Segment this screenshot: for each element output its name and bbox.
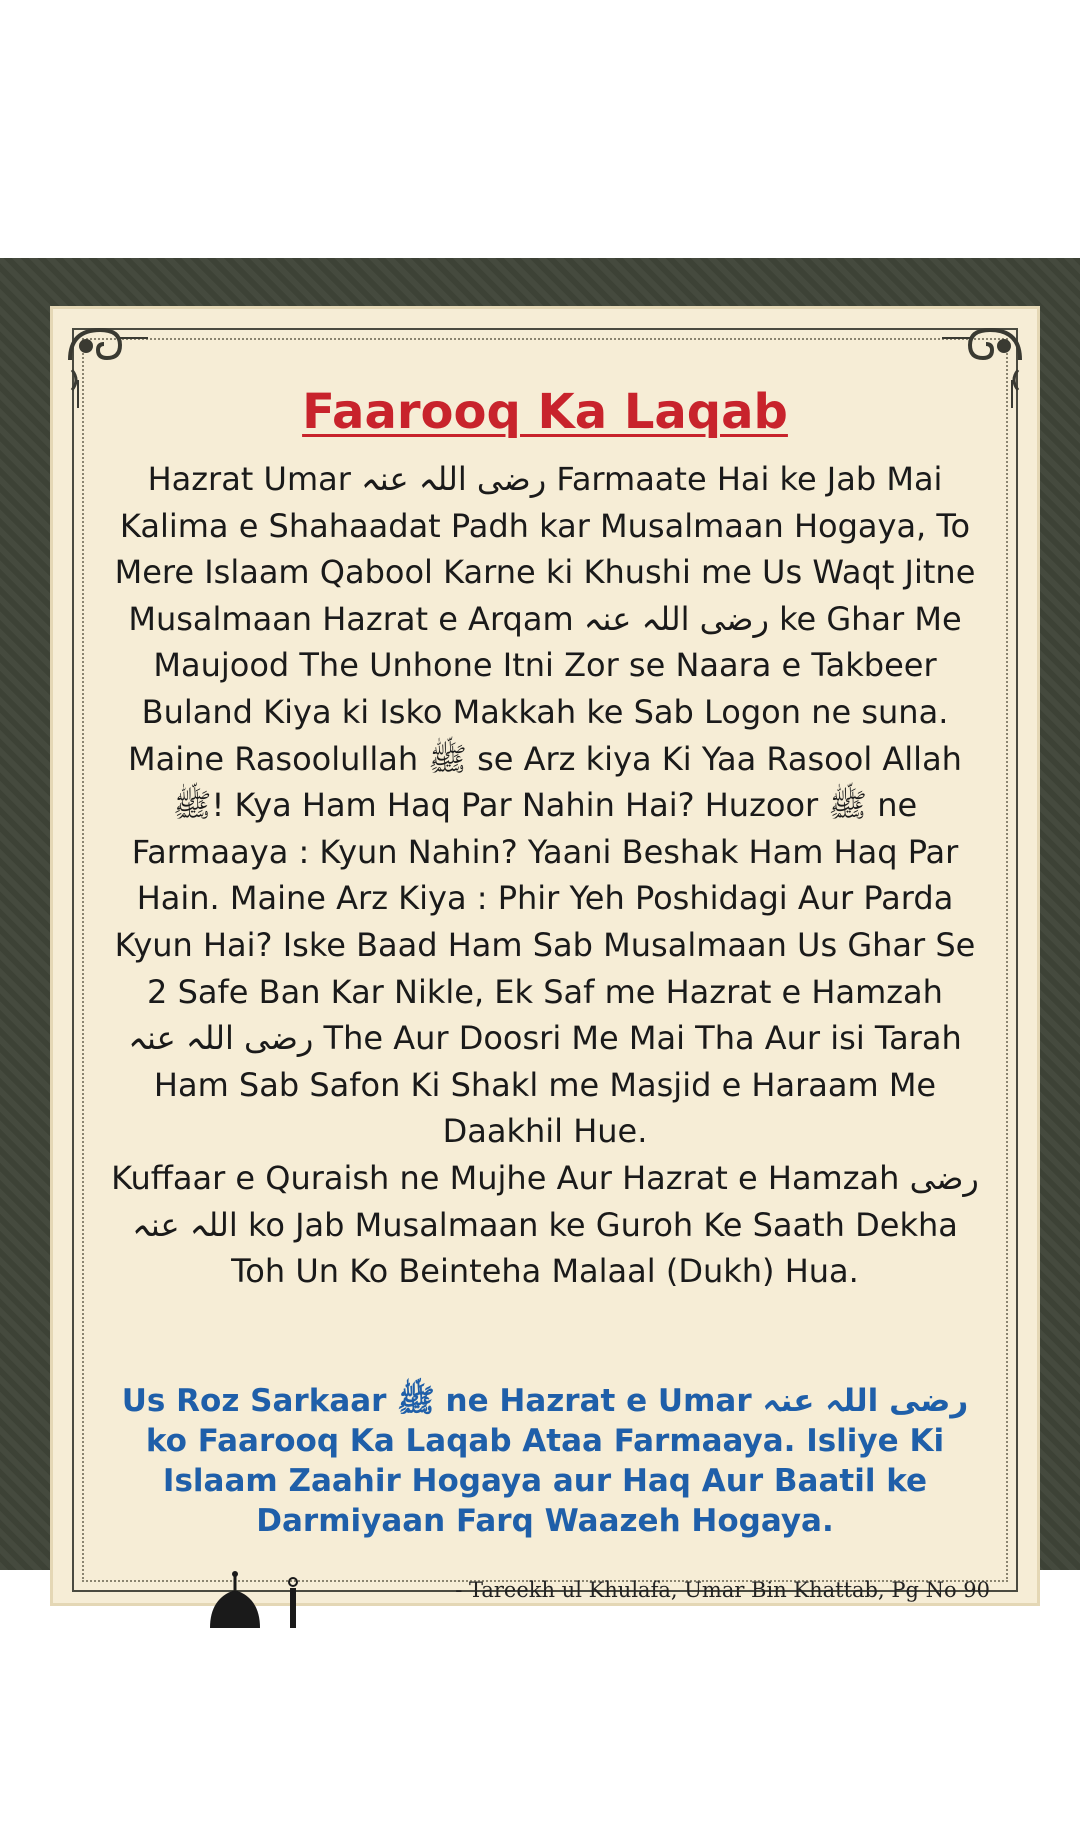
page-title: Faarooq Ka Laqab <box>302 384 788 440</box>
paragraph-2: Maine Rasoolullah ﷺ se Arz kiya Ki Yaa Rasool Allah ﷺ! Kya Ham Haq Par Nahin Hai? Huzoor ﷺ ne Farmaaya : Kyun Nahin? Yaani Beshak Ham Haq Par Hain. Maine Arz Kiya : Phir Yeh Poshidagi Aur Parda Kyun Hai? Iske Baad Ham Sab Musalmaan Us Ghar Se 2 Safe Ban Kar Nikle, Ek Saf me Hazrat e Hamzah رضی اللہ عنہ The Aur Doosri Me Mai Tha Aur isi Tarah Ham Sab Safon Ki Shakl me Masjid e Haraam Me Daakhil Hue. <box>114 739 976 1151</box>
paragraph-1: Hazrat Umar رضی اللہ عنہ Farmaate Hai ke Jab Mai Kalima e Shahaadat Padh kar Musalmaan Hogaya, To Mere Islaam Qabool Karne ki Khushi me Us Waqt Jitne Musalmaan Hazrat e Arqam رضی اللہ عنہ ke Ghar Me Maujood The Unhone Itni Zor se Naara e Takbeer Buland Kiya ki Isko Makkah ke Sab Logon ne suna. <box>114 460 976 731</box>
highlight-text: Us Roz Sarkaar ﷺ ne Hazrat e Umar رضی اللہ عنہ ko Faarooq Ka Laqab Ataa Farmaaya. Isliye Ki Islaam Zaahir Hogaya aur Haq Aur Baatil ke Darmiyaan Farq Waazeh Hogaya. <box>121 1383 969 1539</box>
poster-background <box>0 258 1080 1602</box>
narration-text <box>110 456 980 1295</box>
paragraph-3: Kuffaar e Quraish ne Mujhe Aur Hazrat e Hamzah رضی اللہ عنہ ko Jab Musalmaan ke Guroh Ke Saath Dekha Toh Un Ko Beinteha Malaal (Dukh) Hua. <box>111 1158 979 1291</box>
content-card <box>50 306 1040 1606</box>
mosque-silhouette-icon <box>190 1568 310 1628</box>
source-citation: - Tareekh ul Khulafa, Umar Bin Khattab, Pg No 90 <box>455 1578 990 1602</box>
